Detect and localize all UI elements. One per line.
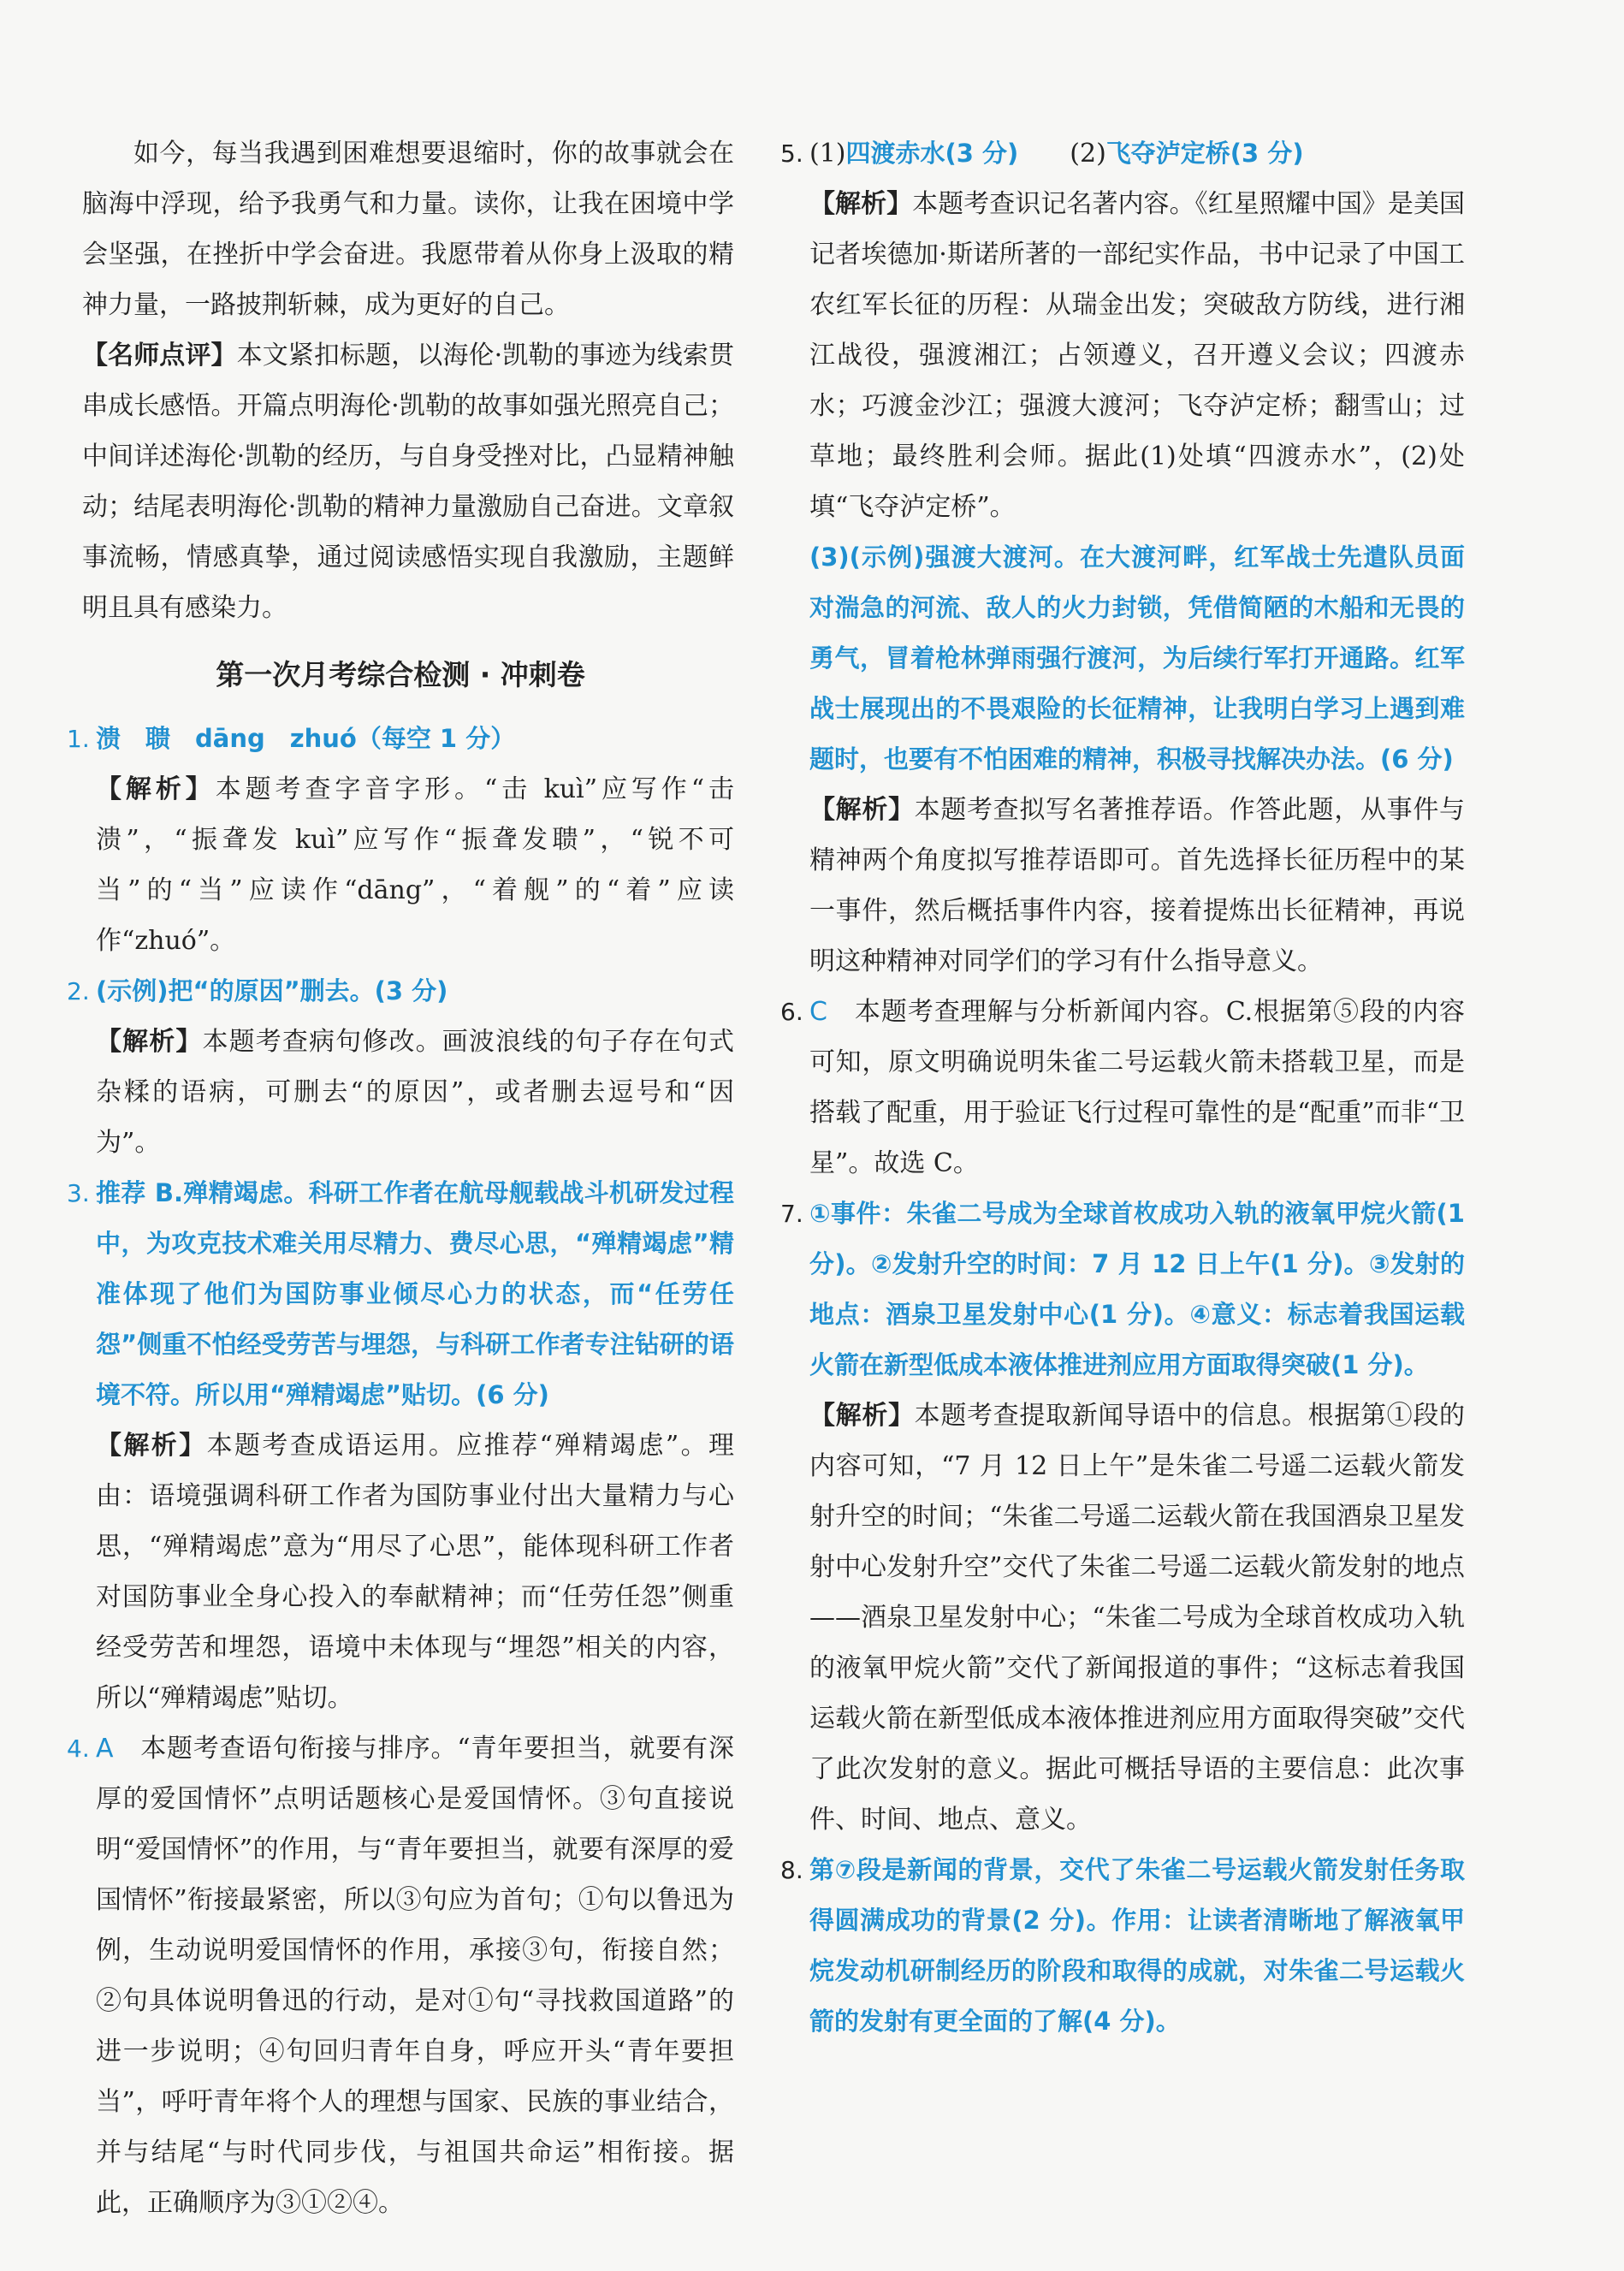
answer: 推荐 B.殚精竭虑。科研工作者在航母舰载战斗机研发过程中，为攻克技术难关用尽精力、费尽心思，“殚精竭虑”精准体现了他们为国防事业倾尽心力的状态，而“任劳任怨”侧重不怕经受劳苦与埋怨，与科研工作者专注钻研的语境不符。所以用“殚精竭虑”贴切。(6 分) xyxy=(96,1178,734,1409)
question-number: 8. xyxy=(780,1856,803,1884)
analysis-tag: 【解析】 xyxy=(809,1401,915,1431)
analysis-2: 【解析】本题考查拟写名著推荐语。作答此题，从事件与精神两个角度拟写推荐语即可。首先选择长征历程中的某一事件，然后概括事件内容，接着提炼出长征精神，再说明这种精神对同学们的学习有什么指导意义。 xyxy=(809,795,1466,976)
answer: A xyxy=(96,1734,114,1764)
question-5 xyxy=(780,128,1465,987)
answer: ①事件：朱雀二号成为全球首枚成功入轨的液氧甲烷火箭(1 分)。②发射升空的时间：7 月 12 日上午(1 分)。③发射的地点：酒泉卫星发射中心(1 分)。④意义：标志着我国运载火箭在新型低成本液体推进剂应用方面取得突破(1 分)。 xyxy=(809,1199,1465,1379)
teacher-comment xyxy=(67,330,734,633)
essay-ending: 如今，每当我遇到困难想要退缩时，你的故事就会在脑海中浮现，给予我勇气和力量。读你，让我在困境中学会坚强，在挫折中学会奋进。我愿带着从你身上汲取的精神力量，一路披荆斩棘，成为更好的自己。 xyxy=(82,139,734,320)
answer-3: (3)(示例)强渡大渡河。在大渡河畔，红军战士先遣队员面对湍急的河流、敌人的火力封锁，凭借简陋的木船和无畏的勇气，冒着枪林弹雨强行渡河，为后续行军打开通路。红军战士展现出的不畏艰险的长征精神，让我明白学习上遇到难题时，也要有不怕困难的精神，积极寻找解决办法。(6 分) xyxy=(809,543,1465,774)
answers-1-2: (1)四渡赤水(3 分) (2)飞夺泸定桥(3 分) xyxy=(809,139,1304,169)
answer-2: 飞夺泸定桥(3 分) xyxy=(1105,139,1304,168)
question-2 xyxy=(67,966,734,1168)
question-7 xyxy=(780,1189,1465,1845)
analysis: 【解析】本题考查识记名著内容。《红星照耀中国》是美国记者埃德加·斯诺所著的一部纪实作品，书中记录了中国工农红军长征的历程：从瑞金出发；突破敌方防线，进行湘江战役，强渡湘江；占领遵义，召开遵义会议；四渡赤水；巧渡金沙江；强渡大渡河；飞夺泸定桥；翻雪山；过草地；最终胜利会师。据此(1)处填“四渡赤水”，(2)处填“飞夺泸定桥”。 xyxy=(809,189,1466,522)
question-3 xyxy=(67,1168,734,1723)
question-number: 6. xyxy=(780,998,803,1026)
question-4 xyxy=(67,1723,734,2228)
analysis-tag: 【解析】 xyxy=(96,774,216,804)
analysis-tag: 【解析】 xyxy=(96,1027,203,1057)
question-number: 7. xyxy=(780,1200,803,1228)
analysis: 【解析】本题考查字音字形。“击 kuì”应写作“击溃”，“振聋发 kuì”应写作“振聋发聩”，“锐不可当”的“当”应读作“dāng”，“着舰”的“着”应读作“zhuó”。 xyxy=(96,774,734,956)
question-number: 4. xyxy=(67,1734,90,1763)
analysis: 【解析】本题考查病句修改。画波浪线的句子存在句式杂糅的语病，可删去“的原因”，或者删去逗号和“因为”。 xyxy=(96,1027,735,1158)
section-title: 第一次月考综合检测 · 冲刺卷 xyxy=(216,658,585,691)
analysis: 【解析】本题考查成语运用。应推荐“殚精竭虑”。理由：语境强调科研工作者为国防事业付出大量精力与心思，“殚精竭虑”意为“用尽了心思”，能体现科研工作者对国防事业全身心投入的奉献精神；而“任劳任怨”侧重经受劳苦和埋怨，语境中未体现与“埋怨”相关的内容，所以“殚精竭虑”贴切。 xyxy=(96,1431,734,1713)
question-number: 5. xyxy=(780,139,803,168)
comment-tag: 【名师点评】 xyxy=(82,341,237,371)
answer: 第⑦段是新闻的背景，交代了朱雀二号运载火箭发射任务取得圆满成功的背景(2 分)。作用：让读者清晰地了解液氧甲烷发动机研制经历的阶段和取得的成就，对朱雀二号运载火箭的发射有更全面的了解(4 分)。 xyxy=(809,1855,1465,2036)
analysis: 【解析】本题考查提取新闻导语中的信息。根据第①段的内容可知，“7 月 12 日上午”是朱雀二号遥二运载火箭发射升空的时间；“朱雀二号遥二运载火箭在我国酒泉卫星发射中心发射升空”交代了朱雀二号遥二运载火箭发射的地点——酒泉卫星发射中心；“朱雀二号成为全球首枚成功入轨的液氧甲烷火箭”交代了新闻报道的事件；“这标志着我国运载火箭在新型低成本液体推进剂应用方面取得突破”交代了此次发射的意义。据此可概括导语的主要信息：此次事件、时间、地点、意义。 xyxy=(809,1401,1466,1835)
right-column xyxy=(780,128,1465,2047)
answer-with-analysis: A 本题考查语句衔接与排序。“青年要担当，就要有深厚的爱国情怀”点明话题核心是爱国情怀。③句直接说明“爱国情怀”的作用，与“青年要担当，就要有深厚的爱国情怀”衔接最紧密，所以③句应为首句；①句以鲁迅为例，生动说明爱国情怀的作用，承接③句，衔接自然；②句具体说明鲁迅的行动，是对①句“寻找救国道路”的进一步说明；④句回归青年自身，呼应开头“青年要担当”，呼吁青年将个人的理想与国家、民族的事业结合，并与结尾“与时代同步伐，与祖国共命运”相衔接。据此，正确顺序为③①②④。 xyxy=(96,1734,735,2218)
answer-with-analysis: C 本题考查理解与分析新闻内容。C.根据第⑤段的内容可知，原文明确说明朱雀二号运载火箭未搭载卫星，而是搭载了配重，用于验证飞行过程可靠性的是“配重”而非“卫星”。故选 C。 xyxy=(809,997,1466,1178)
comment-text: 本文紧扣标题，以海伦·凯勒的事迹为线索贯串成长感悟。开篇点明海伦·凯勒的故事如强光照亮自己；中间详述海伦·凯勒的经历，与自身受挫对比，凸显精神触动；结尾表明海伦·凯勒的精神力量激励自己奋进。文章叙事流畅，情感真挚，通过阅读感悟实现自我激励，主题鲜明且具有感染力。 xyxy=(82,341,734,623)
answer-1: 四渡赤水(3 分) xyxy=(845,139,1019,168)
question-1 xyxy=(67,714,734,966)
left-column xyxy=(67,128,734,2228)
analysis-tag: 【解析】 xyxy=(809,189,913,219)
question-6 xyxy=(780,987,1465,1189)
analysis-tag: 【解析】 xyxy=(809,795,915,825)
answer: (示例)把“的原因”删去。(3 分) xyxy=(96,976,448,1005)
answer: C xyxy=(809,997,827,1027)
question-8 xyxy=(780,1845,1465,2047)
answer: 溃 聩 dāng zhuó（每空 1 分） xyxy=(96,724,516,753)
analysis-tag: 【解析】 xyxy=(96,1431,207,1461)
question-number: 1. xyxy=(67,725,90,753)
question-number: 2. xyxy=(67,977,90,1005)
question-number: 3. xyxy=(67,1179,90,1207)
